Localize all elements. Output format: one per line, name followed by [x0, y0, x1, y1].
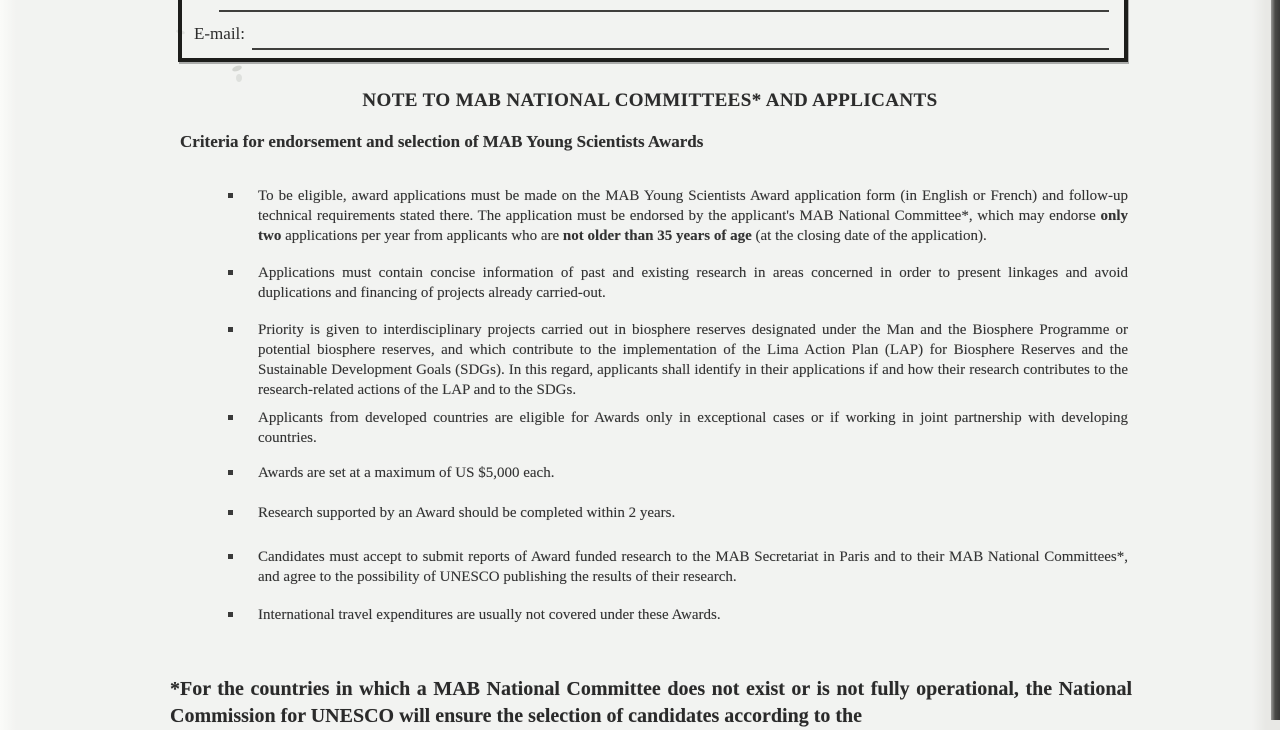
- criteria-list: [258, 186, 1128, 625]
- form-field-rule-top: [219, 10, 1109, 12]
- criteria-item: Applicants from developed countries are eligible for Awards only in exceptional cases or if working in joint partnership with developing countries.: [258, 410, 1128, 446]
- scanner-edge-shadow: [1271, 0, 1280, 720]
- email-field-label: E-mail:: [194, 24, 245, 43]
- criteria-item: Priority is given to interdisciplinary projects carried out in biosphere reserves designated under the Man and the Biosphere Programme or potential biosphere reserves, and which contribute to the implementation of the Lima Action Plan (LAP) for Biosphere Reserves and the Sustainable Development Goals (SDGs). In this regard, applicants shall identify in their applications if and how their research contributes to the research-related actions of the LAP and to the SDGs.: [258, 322, 1128, 398]
- scan-smudge: [236, 74, 242, 82]
- criteria-item: Awards are set at a maximum of US $5,000 each.: [258, 463, 1128, 483]
- contact-form-box: [178, 0, 1128, 62]
- criteria-item: Candidates must accept to submit reports of Award funded research to the MAB Secretariat in Paris and to their MAB National Committees*, and agree to the possibility of UNESCO publishing the results of their research.: [258, 549, 1128, 585]
- criteria-item: Research supported by an Award should be completed within 2 years.: [258, 503, 1128, 523]
- footnote-text: *For the countries in which a MAB National Committee does not exist or is not fully operational, the National Commission for UNESCO will ensure the selection of candidates according to the: [170, 678, 1132, 727]
- criteria-item: International travel expenditures are usually not covered under these Awards.: [258, 605, 1128, 625]
- email-field-rule: [252, 48, 1109, 50]
- criteria-item: Applications must contain concise information of past and existing research in areas concerned in order to present linkages and avoid duplications and financing of projects already carried-out.: [258, 265, 1128, 301]
- criteria-item: To be eligible, award applications must be made on the MAB Young Scientists Award application form (in English or French) and follow-up technical requirements stated there. The application must be endorsed by the applicant's MAB National Committee*, which may endorse only two applications per year from applicants who are not older than 35 years of age (at the closing date of the application).: [258, 188, 1128, 244]
- criteria-heading: Criteria for endorsement and selection of MAB Young Scientists Awards: [180, 132, 704, 151]
- scan-smudge: [231, 64, 242, 72]
- document-title: NOTE TO MAB NATIONAL COMMITTEES* AND APPLICANTS: [362, 90, 938, 111]
